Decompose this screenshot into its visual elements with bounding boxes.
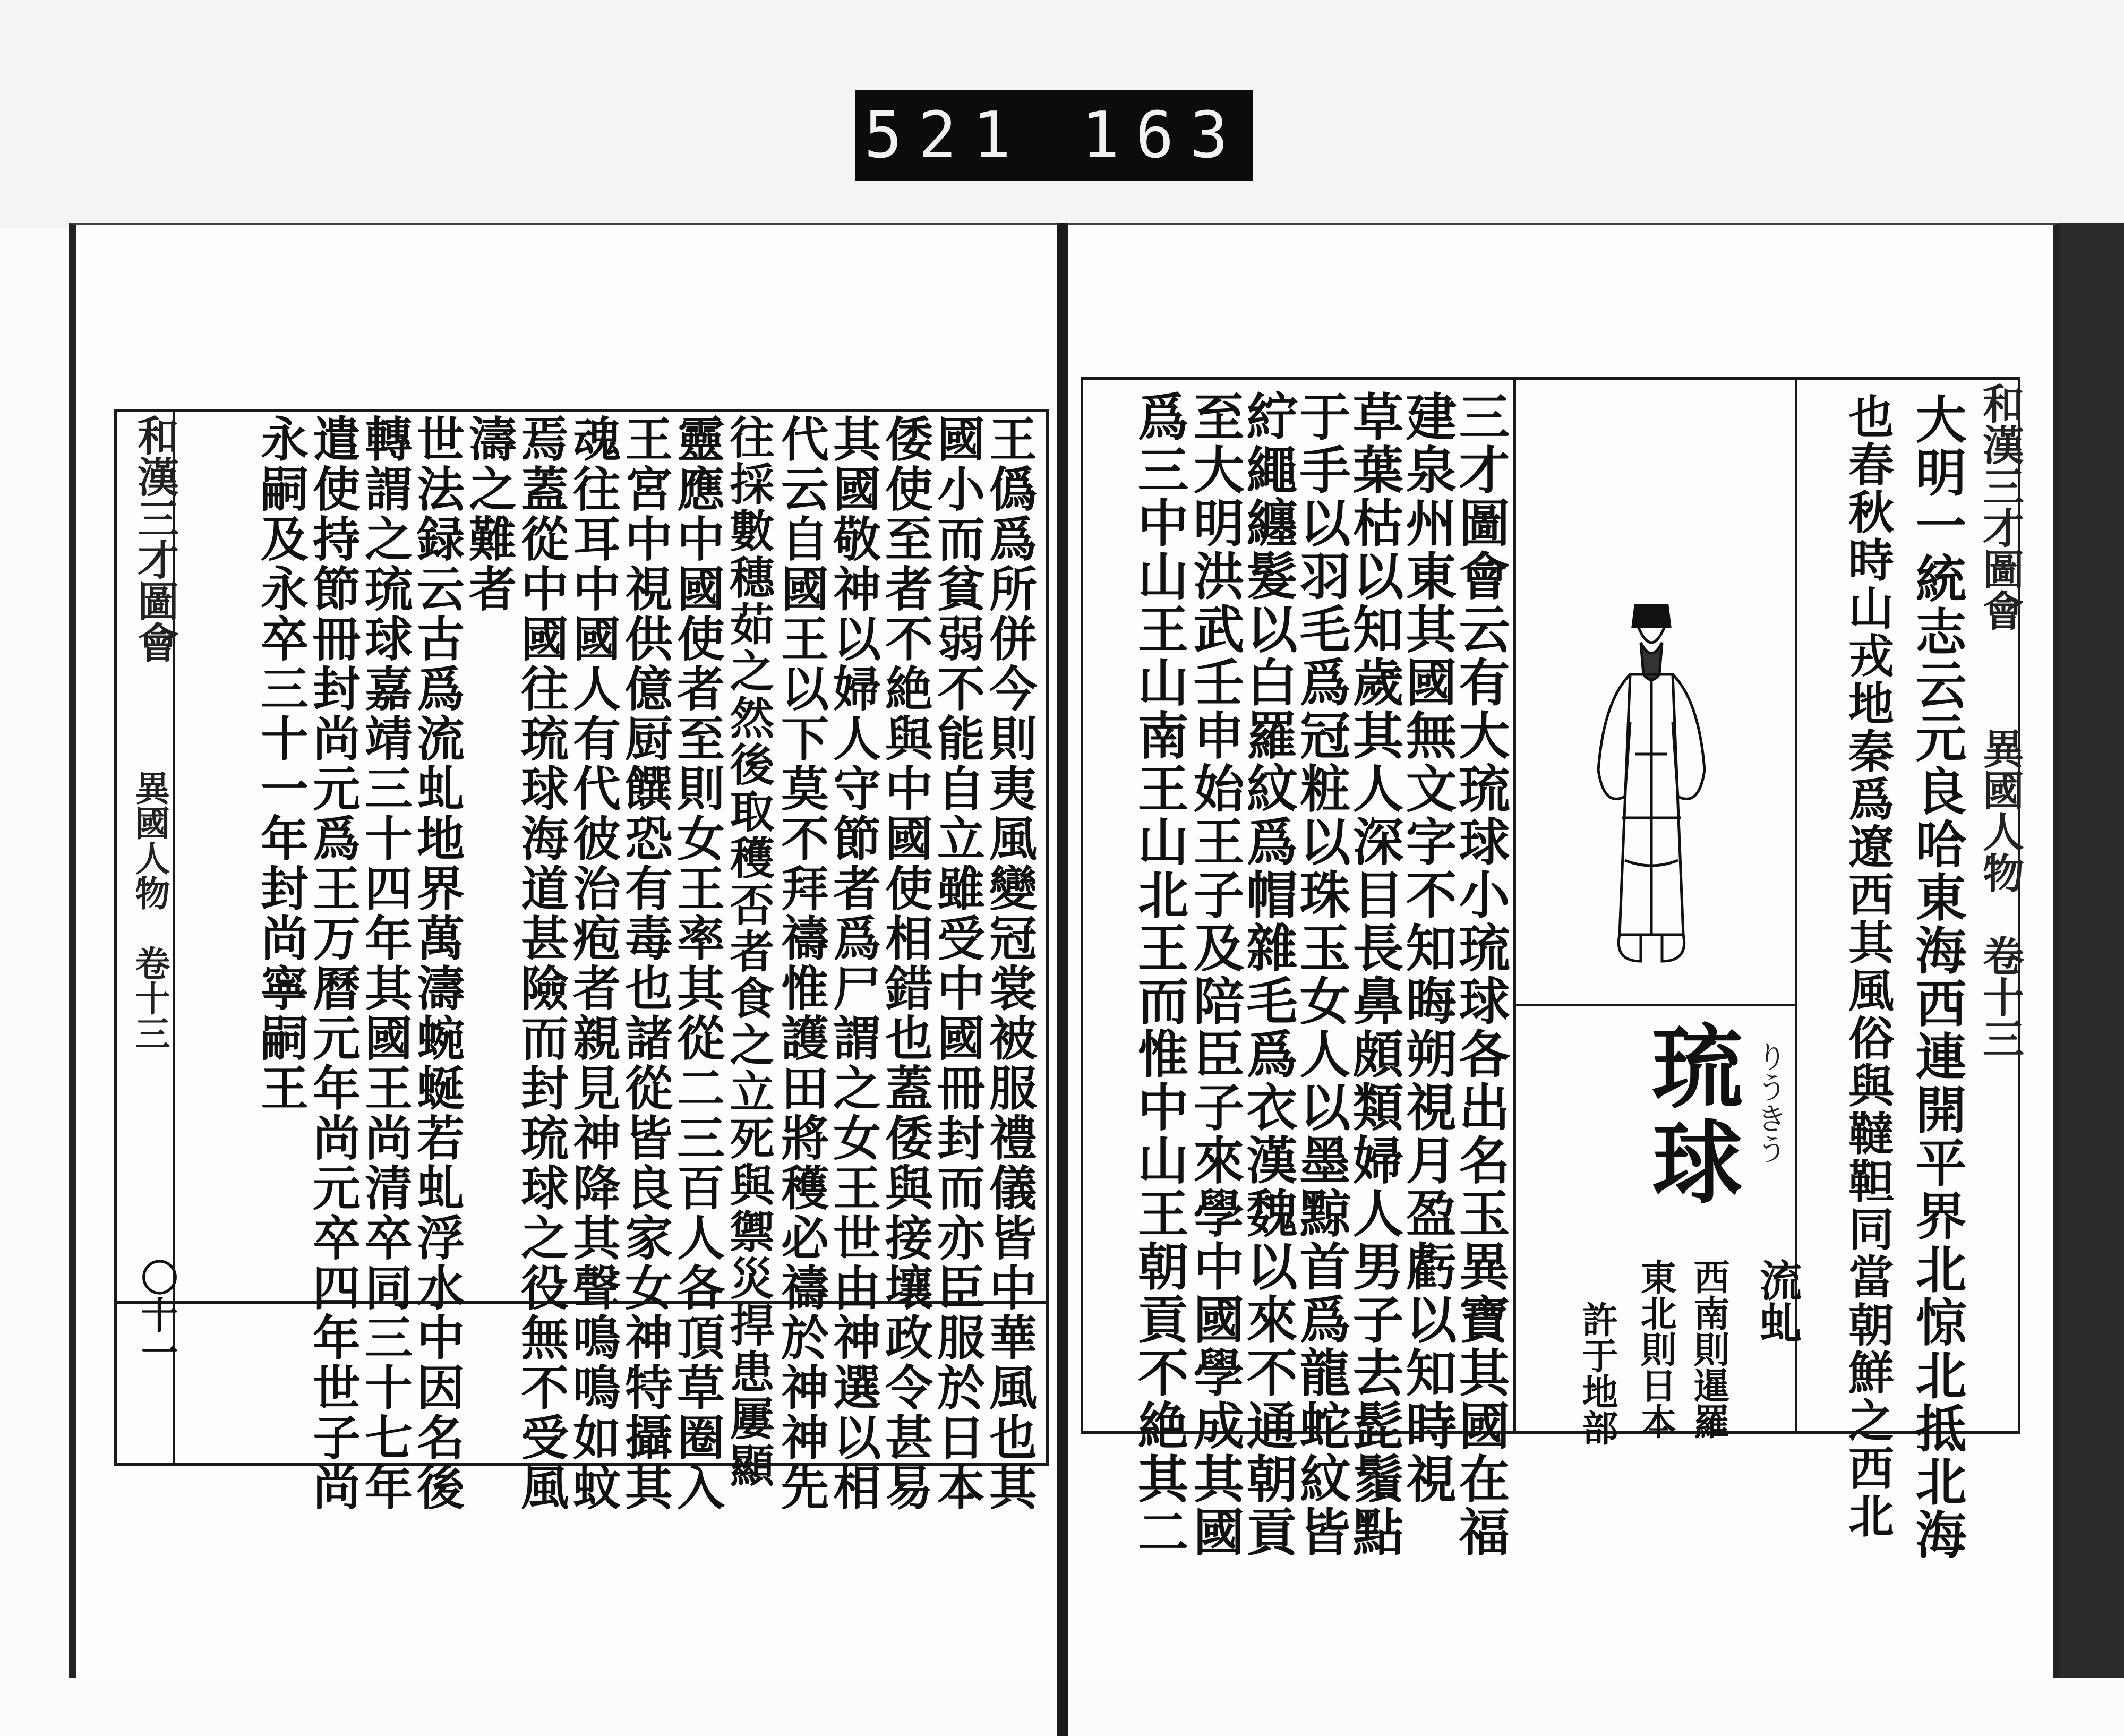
right-body-column-1: 三才圖會云有大琉球小琉球各出名玉異寶其國在福 xyxy=(1451,390,1511,1559)
right-margin-title: 和漢三才圖會 xyxy=(1976,382,2024,631)
entry-kana-reading: りうきう xyxy=(1751,1041,1787,1164)
right-body-column-5: 紵繩纏髮以白羅紋爲帽雜毛爲衣漢魏以來不通朝貢 xyxy=(1238,390,1298,1559)
book-gutter xyxy=(1057,223,1068,1736)
book-edge xyxy=(2060,223,2124,1678)
right-page-row-rule xyxy=(1513,1004,1797,1006)
entry-info-line: 許于地部 xyxy=(1576,1301,1618,1446)
right-body-column-3: 草葉枯以知歲其人深目長鼻頗類婦人男子去髭鬚點 xyxy=(1344,390,1404,1559)
right-body-column-6: 至大明洪武壬申始王子及陪臣子來學中國學成其國 xyxy=(1185,390,1245,1559)
left-body-column-2: 國小而貧弱不能自立雖受中國冊封而亦臣服於日本 xyxy=(929,414,985,1512)
left-body-column-15: 永嗣及永卒三十一年封尚寧嗣王 xyxy=(252,414,309,1113)
left-body-column-14: 遣使持節冊封尚元爲王万曆元年尚元卒四年世子尚 xyxy=(304,414,361,1512)
left-body-column-4: 其國敬神以婦人守節者爲尸謂之女王世由神選以相 xyxy=(825,414,881,1512)
entry-info-line: 西南則暹羅 xyxy=(1688,1259,1730,1439)
left-body-column-11: 濤之難者 xyxy=(460,414,517,614)
page-number: 〇十一 xyxy=(135,1259,179,1370)
left-body-column-1: 王僞爲所併今則夷風變冠裳被服禮儀皆中華風也其 xyxy=(981,414,1037,1512)
left-body-column-8: 王宮中視供億厨饌恐有毒也諸從皆良家女神特攝其 xyxy=(616,414,673,1512)
right-page-column-rule xyxy=(1513,377,1516,1434)
left-body-column-7: 靈應中國使者至則女王率其從二三百人各頂草圈入 xyxy=(669,414,725,1512)
left-body-column-10: 焉蓋從中國往琉球海道甚險而封琉球之役無不受風 xyxy=(512,414,569,1512)
ryukyu-figure-illustration xyxy=(1572,595,1731,977)
right-top-column-2: 也春秋時山戎地秦爲遼西其風俗與韃靼同當朝鮮之西北 xyxy=(1840,393,1894,1540)
left-body-column-5: 代云自國王以下莫不拜禱惟護田將穫必禱於神神先 xyxy=(773,414,829,1512)
entry-info-line: 流虬 xyxy=(1752,1259,1802,1344)
left-margin-section: 異國人物 卷十三 xyxy=(129,770,170,1050)
left-body-column-6: 往採數穗茹之然後取穫否者食之立死與禦災捍患屢顯 xyxy=(723,414,775,1489)
right-body-column-7: 爲三中山王山南王山北王而惟中山王朝貢不絶其二 xyxy=(1129,390,1189,1559)
right-body-column-4: 于手以羽毛爲冠粧以珠玉女人以墨黥首爲龍蛇紋皆 xyxy=(1291,390,1351,1559)
left-body-column-13: 轉謂之琉球嘉靖三十四年其國王尚清卒同三十七年 xyxy=(356,414,413,1512)
left-margin-title: 和漢三才圖會 xyxy=(131,414,179,663)
right-body-column-2: 建泉州東其國無文字不知晦朔視月盈虧以知時視 xyxy=(1398,390,1458,1506)
left-body-column-12: 世法録云古爲流虬地界萬濤蜿蜒若虬浮水中因名後 xyxy=(408,414,465,1512)
entry-title: 琉球 xyxy=(1637,1020,1743,1211)
right-margin-section: 異國人物 卷十三 xyxy=(1976,728,2024,1059)
right-top-column-1: 大明一統志云元良哈東海西連開平界北惊北抵北海 xyxy=(1907,393,1967,1561)
entry-info-line: 東北則日本 xyxy=(1634,1259,1677,1439)
catalog-number-label: 521 163 xyxy=(855,90,1253,181)
left-body-column-9: 魂往耳中國人有代彼治疱者親見神降其聲鳴鳴如蚊 xyxy=(564,414,621,1512)
left-body-column-3: 倭使至者不絶與中國使相錯也蓋倭與接壤政令甚易 xyxy=(877,414,933,1512)
